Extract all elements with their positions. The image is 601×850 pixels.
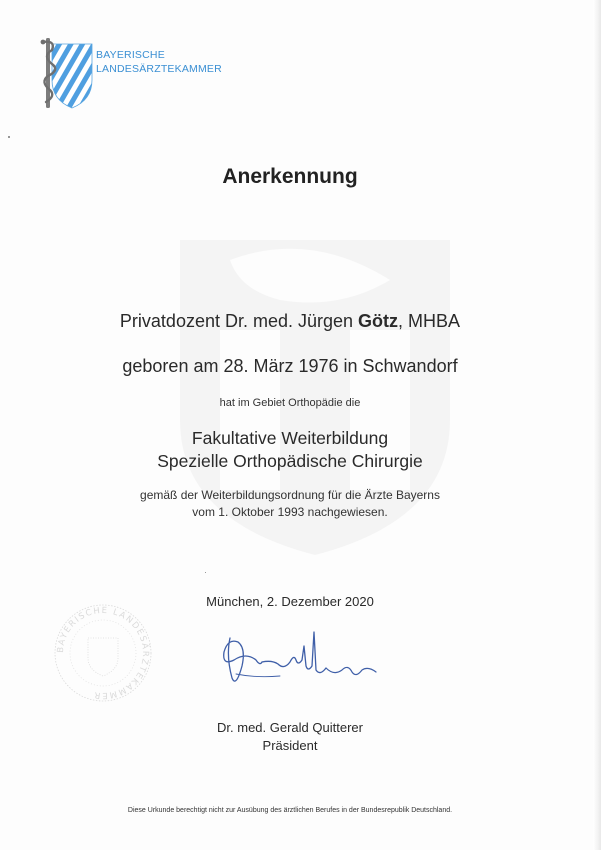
signatory-title: Präsident <box>262 738 318 753</box>
holder-surname: Götz <box>358 311 399 331</box>
specialty-field: hat im Gebiet Orthopädie die <box>219 397 361 409</box>
place-and-date: München, 2. Dezember 2020 <box>206 594 374 609</box>
scan-edge-shadow <box>593 0 601 850</box>
signatory-name: Dr. med. Gerald Quitterer <box>217 720 363 735</box>
scan-speck <box>205 572 206 573</box>
president-signature <box>216 626 386 694</box>
birth-details: geboren am 28. März 1976 in Schwandorf <box>122 356 458 376</box>
aesculapian-shield-icon <box>38 36 94 110</box>
issuer-name <box>96 48 222 76</box>
issuer-logo <box>38 36 238 112</box>
scan-speck <box>8 136 10 138</box>
document-title: Anerkennung <box>222 165 358 188</box>
issuer-name-line2: LANDESÄRZTEKAMMER <box>96 63 222 75</box>
qualification-type: Fakultative Weiterbildung <box>191 428 389 448</box>
regulation-reference: gemäß der Weiterbildungsordnung für die Ärzte Bayerns <box>140 488 440 502</box>
qualification-name: Spezielle Orthopädische Chirurgie <box>157 451 423 471</box>
regulation-date: vom 1. Oktober 1993 nachgewiesen. <box>192 505 388 519</box>
issuer-name-line1: BAYERISCHE <box>96 49 165 61</box>
holder-name <box>0 311 580 332</box>
holder-name-prefix: Privatdozent Dr. med. Jürgen <box>119 311 359 331</box>
embossed-seal <box>52 600 154 706</box>
seal-ring-text: BAYERISCHE LANDESÄRZTEKAMMER <box>55 605 151 701</box>
legal-disclaimer: Diese Urkunde berechtigt nicht zur Ausübung des ärztlichen Berufes in der Bundesrepublik Deutschland. <box>127 807 453 814</box>
holder-name-suffix: , MHBA <box>398 311 461 331</box>
